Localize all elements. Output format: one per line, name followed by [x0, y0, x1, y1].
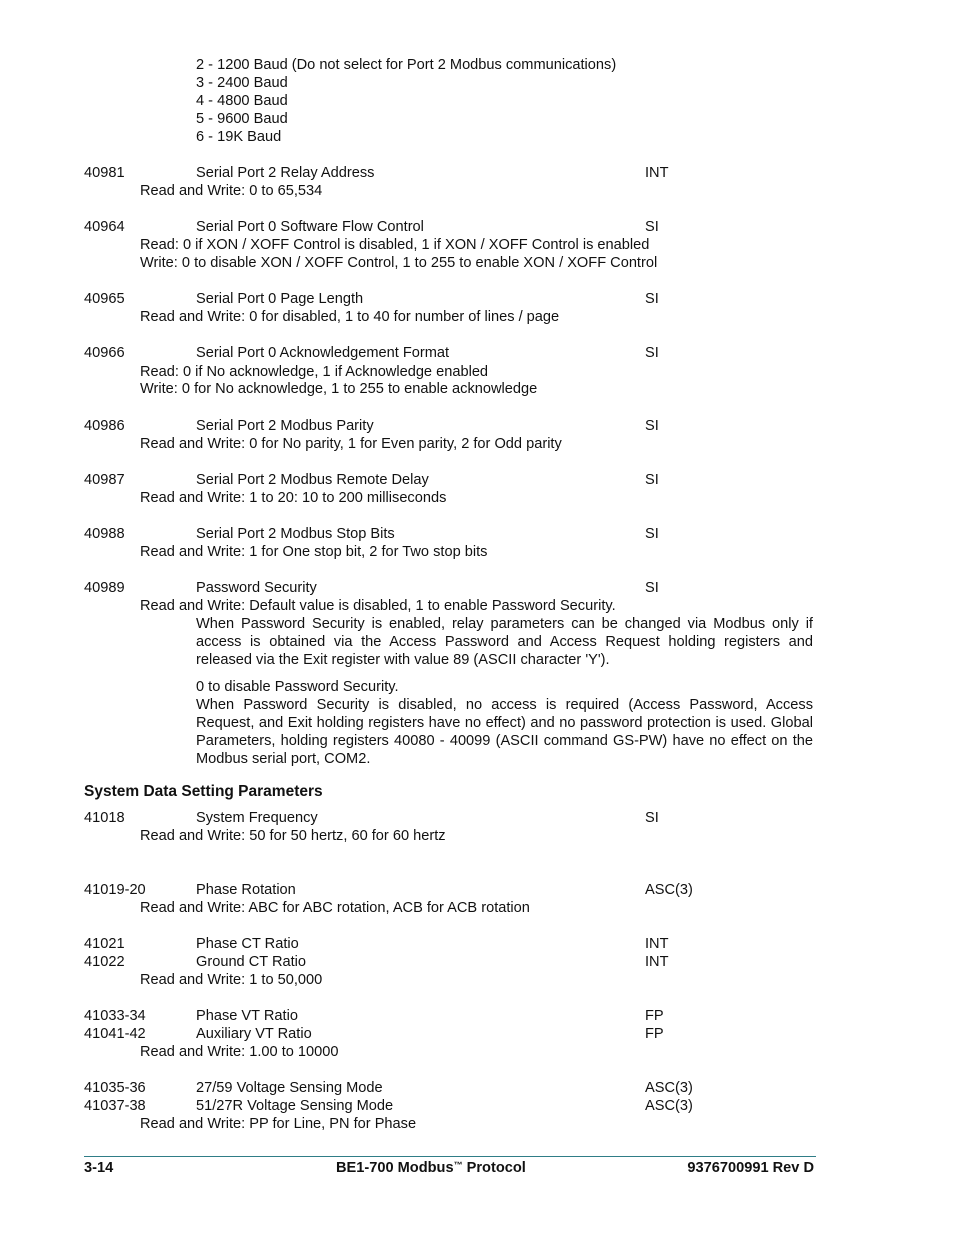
baud-option: 3 - 2400 Baud [196, 75, 288, 91]
register-description: Read and Write: 1 to 50,000 [140, 972, 323, 988]
register-type: INT [645, 954, 669, 970]
register-address: 40988 [84, 526, 125, 542]
register-name: Auxiliary VT Ratio [196, 1026, 312, 1042]
register-address: 41035-36 [84, 1080, 146, 1096]
baud-option: 4 - 4800 Baud [196, 93, 288, 109]
register-name: Serial Port 2 Modbus Stop Bits [196, 526, 395, 542]
register-type: INT [645, 936, 669, 952]
register-type: SI [645, 345, 659, 361]
baud-option: 6 - 19K Baud [196, 129, 282, 145]
register-name: Serial Port 0 Page Length [196, 291, 364, 307]
register-type: SI [645, 418, 659, 434]
register-address: 41033-34 [84, 1008, 146, 1024]
password-disable-value: 0 to disable Password Security. [196, 679, 399, 695]
register-description: Read and Write: 0 to 65,534 [140, 183, 323, 199]
trademark-symbol: ™ [453, 1160, 463, 1170]
register-description: Read and Write: 0 for No parity, 1 for Even parity, 2 for Odd parity [140, 436, 562, 452]
register-description: Read and Write: ABC for ABC rotation, ACB for ACB rotation [140, 900, 530, 916]
register-address: 41018 [84, 810, 125, 826]
register-description: Read and Write: Default value is disabled, 1 to enable Password Security. [140, 598, 616, 614]
register-name: 27/59 Voltage Sensing Mode [196, 1080, 383, 1096]
register-type: ASC(3) [645, 882, 693, 898]
register-type: SI [645, 810, 659, 826]
document-title [336, 1160, 526, 1176]
register-description: Read and Write: PP for Line, PN for Phase [140, 1116, 417, 1132]
register-type: FP [645, 1008, 664, 1024]
register-description: Read: 0 if No acknowledge, 1 if Acknowledge enabled [140, 364, 489, 380]
register-type: ASC(3) [645, 1080, 693, 1096]
register-address: 41037-38 [84, 1098, 146, 1114]
register-address: 41022 [84, 954, 125, 970]
register-name: Phase CT Ratio [196, 936, 299, 952]
register-address: 40965 [84, 291, 125, 307]
register-description: Read and Write: 1.00 to 10000 [140, 1044, 339, 1060]
register-type: SI [645, 219, 659, 235]
register-name: Password Security [196, 580, 317, 596]
register-address: 41019-20 [84, 882, 146, 898]
register-address: 40986 [84, 418, 125, 434]
register-type: SI [645, 472, 659, 488]
register-description: Read and Write: 1 to 20: 10 to 200 milliseconds [140, 490, 447, 506]
password-enabled-note: When Password Security is enabled, relay parameters can be changed via Modbus only if access is obtained via the Access Password and Access Request holding registers and released via the Exit register with value 89 (ASCII character 'Y'). [196, 616, 813, 668]
register-description: Read and Write: 50 for 50 hertz, 60 for 60 hertz [140, 828, 446, 844]
register-name: Serial Port 0 Software Flow Control [196, 219, 424, 235]
register-name: Phase Rotation [196, 882, 296, 898]
password-disabled-note: When Password Security is disabled, no access is required (Access Password, Access Request, and Exit holding registers have no effect) and no password protection is used. Global Parameters, holding registers 40080 - 40099 (ASCII command GS-PW) have no effect on the Modbus serial port, COM2. [196, 697, 813, 767]
section-heading: System Data Setting Parameters [84, 783, 323, 800]
register-name: Ground CT Ratio [196, 954, 307, 970]
register-type: ASC(3) [645, 1098, 693, 1114]
register-name: Serial Port 0 Acknowledgement Format [196, 345, 450, 361]
register-type: SI [645, 526, 659, 542]
footer-rule [84, 1156, 816, 1157]
baud-option: 2 - 1200 Baud (Do not select for Port 2 Modbus communications) [196, 57, 617, 73]
register-address: 41041-42 [84, 1026, 146, 1042]
register-address: 40966 [84, 345, 125, 361]
register-address: 41021 [84, 936, 125, 952]
register-type: SI [645, 291, 659, 307]
register-description: Read: 0 if XON / XOFF Control is disabled, 1 if XON / XOFF Control is enabled [140, 237, 650, 253]
register-name: System Frequency [196, 810, 318, 826]
register-name: 51/27R Voltage Sensing Mode [196, 1098, 394, 1114]
register-name: Phase VT Ratio [196, 1008, 298, 1024]
register-description: Read and Write: 1 for One stop bit, 2 for Two stop bits [140, 544, 488, 560]
register-description: Read and Write: 0 for disabled, 1 to 40 for number of lines / page [140, 309, 560, 325]
register-address: 40987 [84, 472, 125, 488]
register-type: INT [645, 165, 669, 181]
register-type: FP [645, 1026, 664, 1042]
register-name: Serial Port 2 Modbus Parity [196, 418, 374, 434]
baud-option: 5 - 9600 Baud [196, 111, 288, 127]
document-number: 9376700991 Rev D [687, 1160, 814, 1176]
register-description: Write: 0 to disable XON / XOFF Control, 1 to 255 to enable XON / XOFF Control [140, 255, 658, 271]
register-name: Serial Port 2 Relay Address [196, 165, 375, 181]
document-title-end: Protocol [462, 1160, 526, 1176]
page-number: 3-14 [84, 1160, 114, 1176]
register-address: 40989 [84, 580, 125, 596]
register-description: Write: 0 for No acknowledge, 1 to 255 to enable acknowledge [140, 381, 538, 397]
register-name: Serial Port 2 Modbus Remote Delay [196, 472, 429, 488]
register-address: 40981 [84, 165, 125, 181]
register-address: 40964 [84, 219, 125, 235]
document-title-main: BE1-700 Modbus [336, 1160, 454, 1176]
register-type: SI [645, 580, 659, 596]
